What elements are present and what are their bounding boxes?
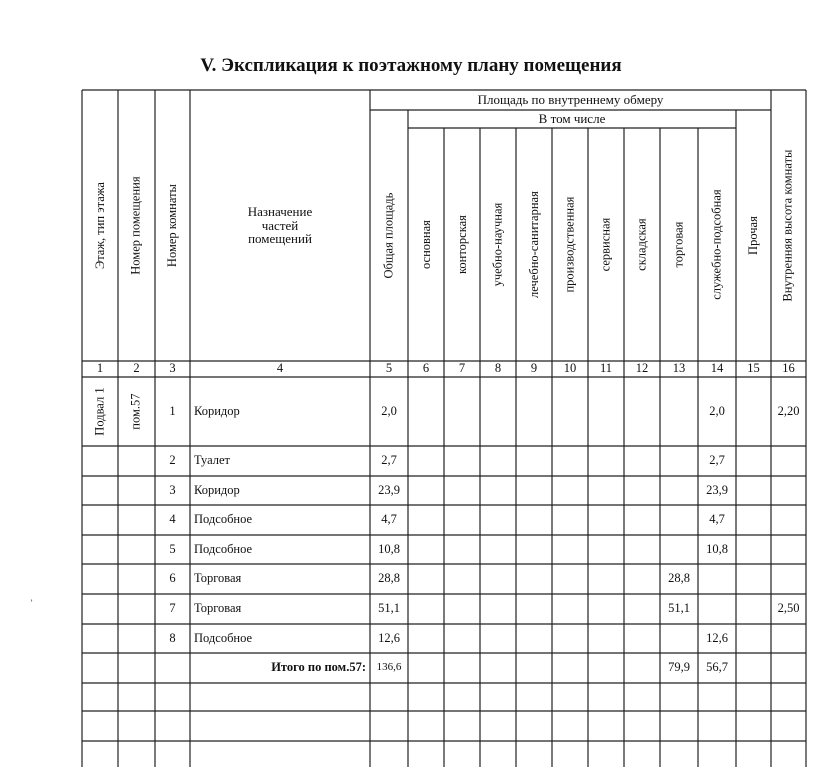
- header-trade: торговая: [671, 221, 686, 268]
- row3-height: [771, 476, 806, 505]
- colnum-8: 8: [494, 361, 502, 376]
- row6-height: [771, 564, 806, 594]
- row7-service: [698, 594, 736, 624]
- row4-service: 4,7: [709, 512, 725, 527]
- row1-total: 2,0: [381, 403, 397, 418]
- row6-service: [698, 564, 736, 594]
- row1-name: Коридор: [194, 403, 240, 418]
- row5-room: 5: [169, 541, 176, 556]
- row2-total: 2,7: [381, 453, 397, 468]
- header-storage: складская: [634, 218, 649, 271]
- row8-service: 12,6: [706, 630, 728, 645]
- colnum-2: 2: [133, 361, 140, 376]
- row3-name: Коридор: [194, 482, 240, 497]
- area-group-header: Площадь по внутреннему обмеру: [477, 92, 664, 108]
- header-medical: лечебно-санитарная: [526, 191, 541, 298]
- row2-room: 2: [169, 453, 176, 468]
- total-service: 56,7: [706, 660, 728, 675]
- incl-group-header: В том числе: [538, 111, 606, 127]
- header-premise-number: Номер помещения: [128, 176, 143, 275]
- colnum-13: 13: [672, 361, 686, 376]
- colnum-11: 11: [599, 361, 613, 376]
- colnum-10: 10: [563, 361, 577, 376]
- row8-trade: [660, 624, 698, 653]
- row7-name: Торговая: [194, 601, 242, 616]
- row6-room: 6: [169, 571, 176, 586]
- row4-trade: [660, 505, 698, 535]
- header-service: сервисная: [598, 217, 613, 272]
- colnum-6: 6: [422, 361, 430, 376]
- stray-mark: ʼ: [30, 598, 33, 608]
- row7-total: 51,1: [378, 601, 400, 616]
- row6-trade: 28,8: [668, 571, 690, 586]
- row5-total: 10,8: [378, 541, 400, 556]
- row7-room: 7: [169, 601, 176, 616]
- premise-cell: пом.57: [128, 393, 143, 430]
- row6-name: Торговая: [194, 571, 242, 586]
- header-utility: служебно-подсобная: [709, 189, 724, 300]
- colnum-1: 1: [96, 361, 104, 376]
- row1-trade: [660, 377, 698, 446]
- row2-service: 2,7: [709, 453, 725, 468]
- row8-name: Подсобное: [194, 630, 253, 645]
- row5-name: Подсобное: [194, 541, 253, 556]
- row4-name: Подсобное: [194, 512, 253, 527]
- row7-trade: 51,1: [668, 601, 690, 616]
- row4-room: 4: [169, 512, 176, 527]
- colnum-3: 3: [169, 361, 176, 376]
- row6-total: 28,8: [378, 571, 400, 586]
- row3-service: 23,9: [706, 482, 728, 497]
- row4-height: [771, 505, 806, 535]
- colnum-14: 14: [710, 361, 724, 376]
- row3-room: 3: [169, 482, 176, 497]
- header-height: Внутренняя высота комнаты: [780, 149, 795, 302]
- floor-cell: Подвал 1: [92, 387, 107, 436]
- colnum-7: 7: [458, 361, 466, 376]
- header-educational: учебно-научная: [490, 202, 505, 287]
- row7-height: 2,50: [777, 601, 800, 616]
- row5-service: 10,8: [706, 541, 728, 556]
- header-total-area: Общая площадь: [381, 192, 396, 279]
- row3-total: 23,9: [378, 482, 400, 497]
- colnum-9: 9: [530, 361, 538, 376]
- row2-name: Туалет: [194, 453, 231, 468]
- total-area: 136,6: [376, 661, 402, 674]
- row8-total: 12,6: [378, 630, 400, 645]
- colnum-16: 16: [782, 361, 795, 376]
- row1-room: 1: [169, 403, 176, 418]
- row2-height: [771, 446, 806, 476]
- total-trade: 79,9: [668, 660, 690, 675]
- header-office: конторская: [454, 215, 469, 274]
- row5-height: [771, 535, 806, 564]
- colnum-4: 4: [276, 361, 284, 376]
- header-main: основная: [418, 220, 433, 269]
- row8-height: [771, 624, 806, 653]
- row4-total: 4,7: [381, 512, 397, 527]
- row1-height: 2,20: [777, 403, 800, 418]
- row2-trade: [660, 446, 698, 476]
- header-floor: Этаж, тип этажа: [92, 182, 107, 269]
- colnum-5: 5: [385, 361, 393, 376]
- header-room-number: Номер комнаты: [164, 183, 179, 268]
- header-other: Прочая: [745, 216, 760, 255]
- row3-trade: [660, 476, 698, 505]
- row5-trade: [660, 535, 698, 564]
- total-label: Итого по пом.57:: [271, 660, 366, 675]
- row1-service: 2,0: [709, 403, 725, 418]
- colnum-15: 15: [747, 361, 760, 376]
- header-production: производственная: [562, 196, 577, 293]
- colnum-12: 12: [635, 361, 649, 376]
- page-title: V. Экспликация к поэтажному плану помещения: [200, 55, 622, 76]
- row8-room: 8: [169, 630, 176, 645]
- header-purpose: Назначение частей помещений: [247, 204, 313, 247]
